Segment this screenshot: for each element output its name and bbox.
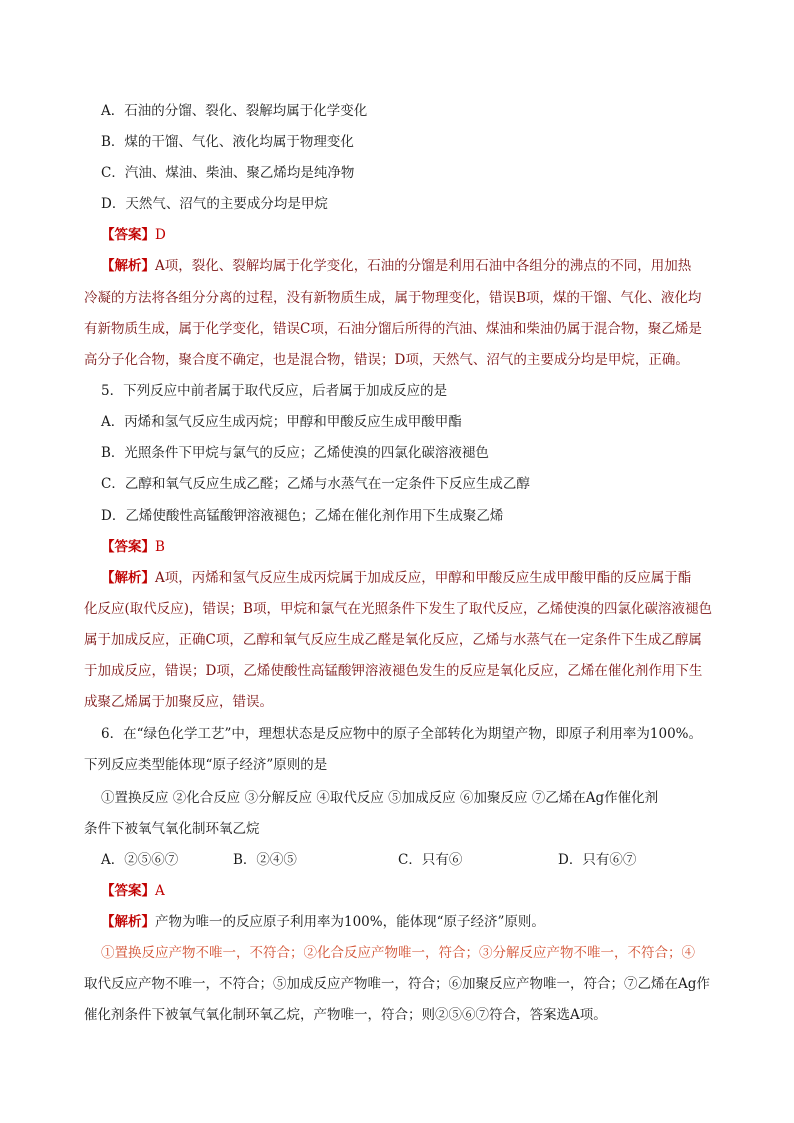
q4-option-c: C．汽油、煤油、柴油、聚乙烯均是纯净物 bbox=[101, 165, 355, 181]
analysis-text: A项，裂化、裂解均属于化学变化，石油的分馏是利用石油中各组分的沸点的不同，用加热 bbox=[155, 258, 692, 274]
q6-stem-line-1: 6．在“绿色化学工艺”中，理想状态是反应物中的原子全部转化为期望产物，即原子利用率为100%。 bbox=[101, 726, 702, 742]
answer-value: B bbox=[155, 539, 165, 555]
q6-option-a: A．②⑤⑥⑦ bbox=[101, 852, 179, 868]
answer-label: 【答案】 bbox=[101, 883, 155, 899]
q5-option-a: A．丙烯和氢气反应生成丙烷；甲醇和甲酸反应生成甲酸甲酯 bbox=[101, 414, 462, 430]
q6-items-line-1: ①置换反应 ②化合反应 ③分解反应 ④取代反应 ⑤加成反应 ⑥加聚反应 ⑦乙烯在Ag作催化剂 bbox=[101, 790, 659, 806]
q6-answer bbox=[101, 881, 721, 901]
q6-option-b: B．②④⑤ bbox=[233, 852, 297, 868]
q4-analysis-line-1 bbox=[101, 256, 721, 276]
analysis-text: 产物为唯一的反应原子利用率为100%，能体现“原子经济”原则。 bbox=[155, 914, 545, 930]
q6-analysis-line-3: 取代反应产物不唯一，不符合；⑤加成反应产物唯一，符合；⑥加聚反应产物唯一，符合；⑦乙烯在Ag作 bbox=[84, 976, 710, 992]
q5-analysis-line-1 bbox=[101, 568, 721, 588]
answer-value: A bbox=[155, 883, 165, 899]
q5-option-c: C．乙醇和氧气反应生成乙醛；乙烯与水蒸气在一定条件下反应生成乙醇 bbox=[101, 476, 530, 492]
q6-items-line-2: 条件下被氧气氧化制环氧乙烷 bbox=[84, 821, 260, 837]
answer-value: D bbox=[155, 227, 166, 243]
q6-option-d: D．只有⑥⑦ bbox=[558, 852, 637, 868]
q4-analysis-line-4: 高分子化合物，聚合度不确定，也是混合物，错误；D项，天然气、沼气的主要成分均是甲烷，正确。 bbox=[84, 352, 689, 368]
q5-option-b: B．光照条件下甲烷与氯气的反应；乙烯使溴的四氯化碳溶液褪色 bbox=[101, 445, 489, 461]
q6-stem-line-2: 下列反应类型能体现“原子经济”原则的是 bbox=[84, 757, 328, 773]
answer-label: 【答案】 bbox=[101, 227, 155, 243]
q5-analysis-line-5: 成聚乙烯属于加聚反应，错误。 bbox=[84, 694, 273, 710]
q4-answer bbox=[101, 225, 721, 245]
q4-analysis-line-2: 冷凝的方法将各组分分离的过程，没有新物质生成，属于物理变化，错误B项，煤的干馏、气化、液化均 bbox=[84, 290, 702, 306]
analysis-label: 【解析】 bbox=[101, 914, 155, 930]
q6-option-c: C．只有⑥ bbox=[398, 852, 463, 868]
answer-label: 【答案】 bbox=[101, 539, 155, 555]
q5-analysis-line-4: 于加成反应，错误；D项，乙烯使酸性高锰酸钾溶液褪色发生的反应是氧化反应，乙烯在催化剂作用下生 bbox=[84, 663, 703, 679]
q5-analysis-line-2: 化反应(取代反应)，错误；B项，甲烷和氯气在光照条件下发生了取代反应，乙烯使溴的四氯化碳溶液褪色 bbox=[84, 601, 712, 617]
q5-stem: 5．下列反应中前者属于取代反应，后者属于加成反应的是 bbox=[101, 383, 448, 399]
analysis-label: 【解析】 bbox=[101, 570, 155, 586]
q6-analysis-line-1 bbox=[101, 912, 721, 932]
q5-answer bbox=[101, 537, 721, 557]
q4-analysis-line-3: 有新物质生成，属于化学变化，错误C项，石油分馏后所得的汽油、煤油和柴油仍属于混合物，聚乙烯是 bbox=[84, 321, 702, 337]
q4-option-d: D．天然气、沼气的主要成分均是甲烷 bbox=[101, 196, 328, 212]
analysis-text: A项，丙烯和氢气反应生成丙烷属于加成反应，甲醇和甲酸反应生成甲酸甲酯的反应属于酯 bbox=[155, 570, 692, 586]
analysis-label: 【解析】 bbox=[101, 258, 155, 274]
q4-option-a: A．石油的分馏、裂化、裂解均属于化学变化 bbox=[101, 103, 368, 119]
q6-analysis-line-2: ①置换反应产物不唯一，不符合；②化合反应产物唯一，符合；③分解反应产物不唯一，不符合；④ bbox=[101, 945, 695, 961]
q5-option-d: D．乙烯使酸性高锰酸钾溶液褪色；乙烯在催化剂作用下生成聚乙烯 bbox=[101, 508, 504, 524]
q4-option-b: B．煤的干馏、气化、液化均属于物理变化 bbox=[101, 134, 354, 150]
q5-analysis-line-3: 属于加成反应，正确C项，乙醇和氧气反应生成乙醛是氧化反应，乙烯与水蒸气在一定条件下生成乙醇属 bbox=[84, 632, 702, 648]
q6-analysis-line-4: 催化剂条件下被氧气氧化制环氧乙烷，产物唯一，符合；则②⑤⑥⑦符合，答案选A项。 bbox=[84, 1007, 607, 1023]
